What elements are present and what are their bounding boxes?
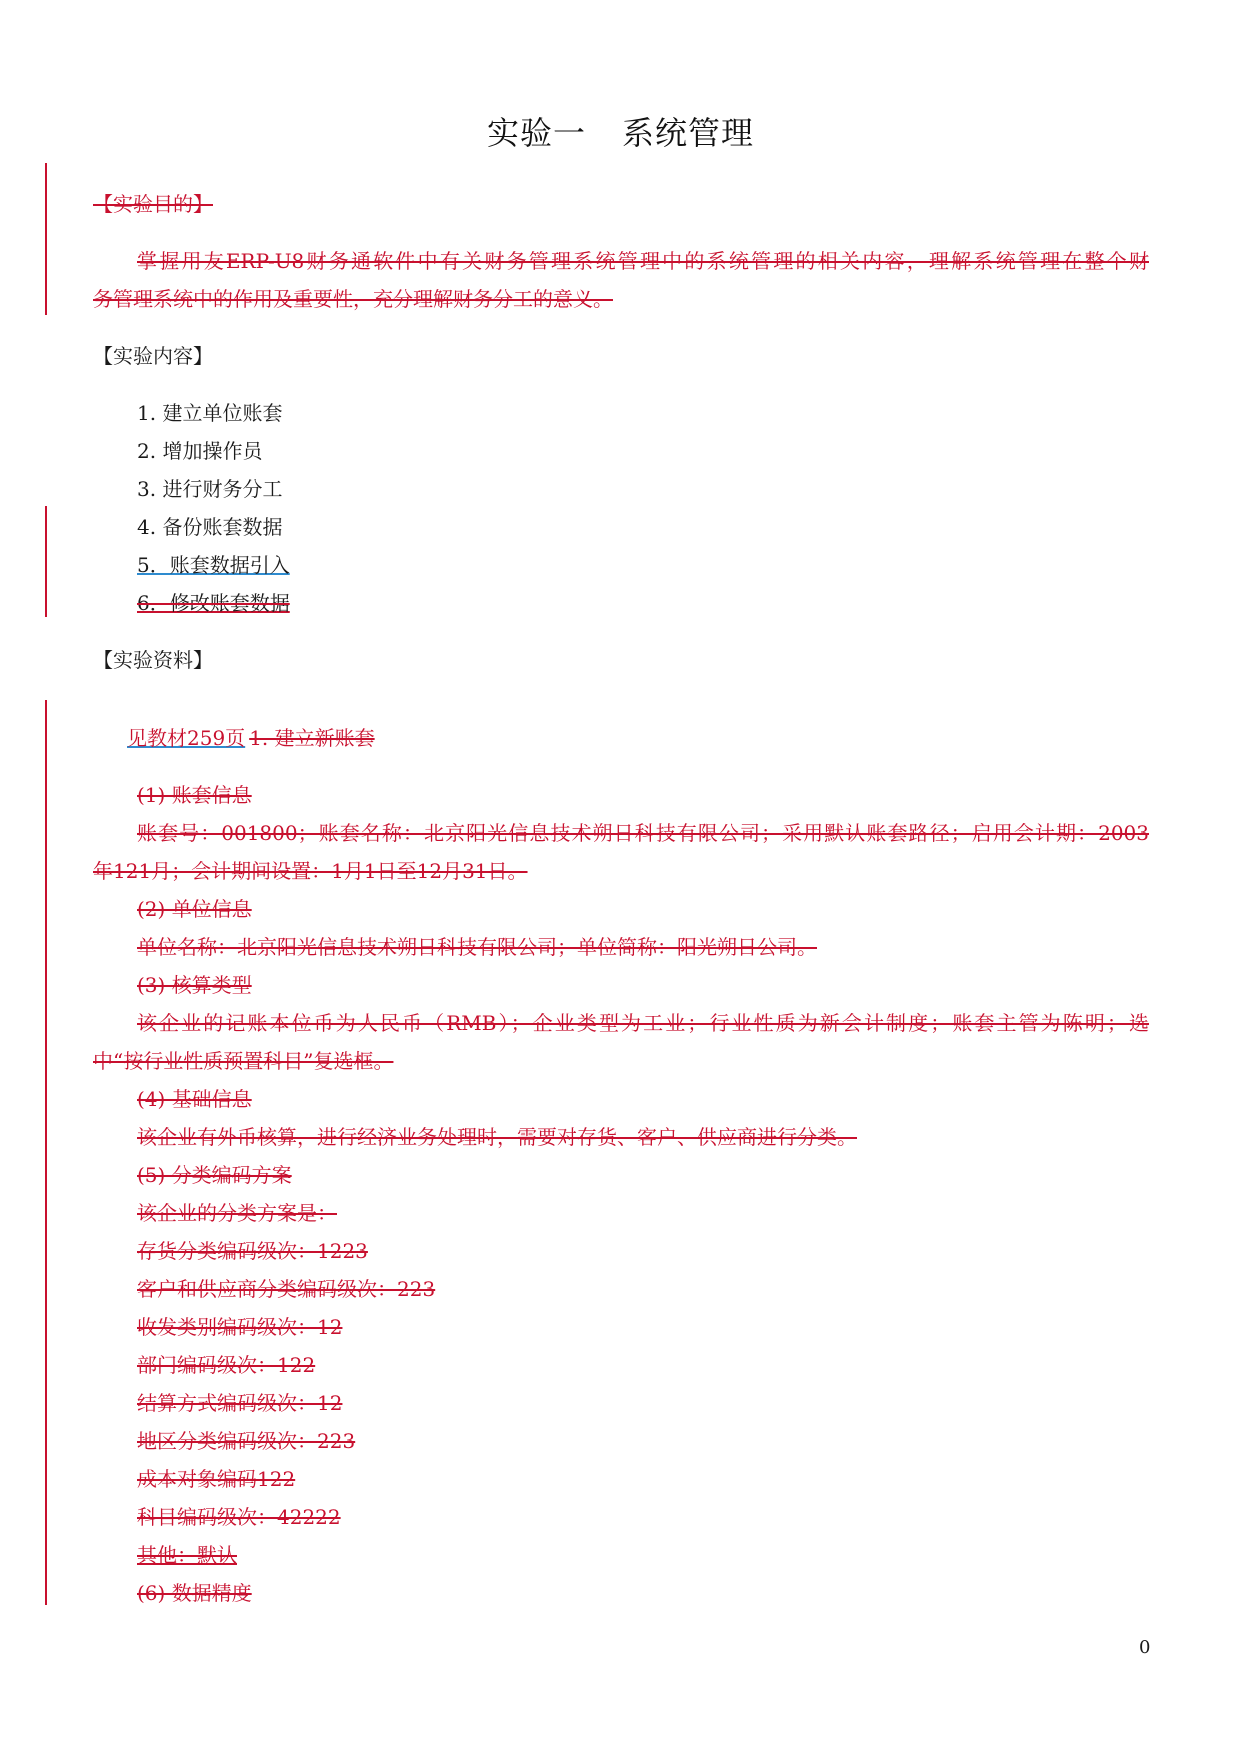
section-5-item: 科目编码级次：42222	[137, 1505, 341, 1529]
section-1-title: (1) 账套信息	[137, 783, 252, 807]
title-part-1: 实验一	[486, 114, 586, 152]
section-5-item: 地区分类编码级次：223	[137, 1429, 356, 1453]
section-4-line-1: 该企业有外币核算，进行经济业务处理时，需要对存货、客户、供应商进行分类。	[137, 1125, 857, 1149]
section-5-item: 客户和供应商分类编码级次：223	[137, 1277, 436, 1301]
section-1-line-1: 账套号：001800；账套名称：北京阳光信息技术朔日科技有限公司；采用默认账套路径；启用会计期：2003	[137, 821, 1149, 845]
objective-heading: 【实验目的】	[93, 192, 213, 216]
section-3-line-1: 该企业的记账本位币为人民币（RMB）；企业类型为工业；行业性质为新会计制度；账套主管为陈明；选	[137, 1011, 1149, 1035]
materials-reference	[127, 725, 375, 751]
section-5-item: 成本对象编码122	[137, 1467, 296, 1491]
section-2-title: (2) 单位信息	[137, 897, 252, 921]
materials-reference-text: 见教材259页	[127, 726, 246, 750]
section-5-title: (5) 分类编码方案	[137, 1163, 292, 1187]
section-5-item: 存货分类编码级次：1223	[137, 1239, 368, 1263]
page-number: 0	[1139, 1637, 1151, 1658]
section-5-item: 部门编码级次：122	[137, 1353, 316, 1377]
section-6-title: (6) 数据精度	[137, 1581, 252, 1605]
objective-paragraph-line-2: 务管理系统中的作用及重要性，充分理解财务分工的意义。	[93, 287, 613, 311]
content-item-inserted: 5．账套数据引入	[137, 553, 290, 577]
content-heading: 【实验内容】	[93, 344, 213, 368]
section-5-item: 结算方式编码级次：12	[137, 1391, 343, 1415]
title-part-2: 系统管理	[622, 114, 755, 152]
change-bar-materials	[45, 700, 47, 1605]
content-item-3: 3. 进行财务分工	[137, 477, 283, 501]
section-3-title: (3) 核算类型	[137, 973, 252, 997]
section-5-item: 其他：默认	[137, 1543, 237, 1567]
objective-paragraph-line-1: 掌握用友ERP-U8财务通软件中有关财务管理系统管理中的系统管理的相关内容，理解系统管理在整个财	[137, 249, 1149, 273]
content-item-deleted: 6．修改账套数据	[137, 591, 290, 615]
content-item-4: 4. 备份账套数据	[137, 515, 283, 539]
section-2-line-1: 单位名称：北京阳光信息技术朔日科技有限公司；单位简称：阳光朔日公司。	[137, 935, 817, 959]
materials-heading: 【实验资料】	[93, 648, 213, 672]
change-bar-objective	[45, 163, 47, 315]
content-item-2: 2. 增加操作员	[137, 439, 263, 463]
page-title	[0, 108, 1241, 154]
section-5-item: 收发类别编码级次：12	[137, 1315, 343, 1339]
content-item-1: 1. 建立单位账套	[137, 401, 283, 425]
change-bar-content	[45, 506, 47, 617]
section-5-intro: 该企业的分类方案是：	[137, 1201, 337, 1225]
materials-reference-deleted: 1. 建立新账套	[249, 726, 375, 750]
section-1-line-2: 年121月；会计期间设置：1月1日至12月31日。	[93, 859, 528, 883]
section-3-line-2: 中“按行业性质预置科目”复选框。	[93, 1049, 394, 1073]
section-4-title: (4) 基础信息	[137, 1087, 252, 1111]
